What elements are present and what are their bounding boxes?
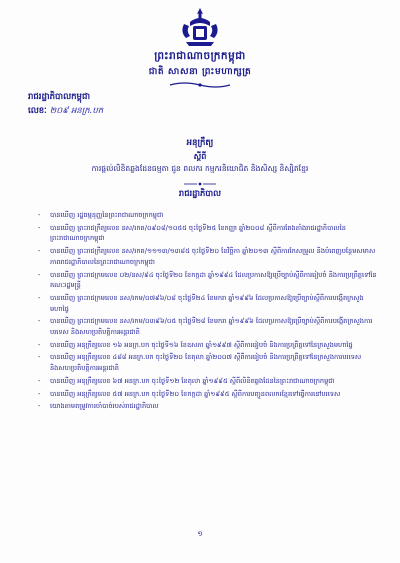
document-type: អនុក្រឹត្យ [186, 138, 214, 148]
ornament-divider-icon [168, 81, 232, 89]
visa-item: - បានឃើញ ព្រះរាជក្រមលេខ នស/រកម/០៧៩៦/០៨ ចុះថ្ងៃទី២៤ ខែមករា ឆ្នាំ១៩៩៦ ដែលប្រកាសឱ្យប្រើច្បាប់ស្តីពីការបង្កើតក្រសួងមហាផ្ទៃ [36, 293, 382, 314]
document-subject: ការផ្តល់លិខិតឆ្លងដែនធម្មតា ជូន ពលករ កម្មករនិយោជិត និងសិស្ស និស្សិតខ្មែរ [91, 164, 309, 173]
issuing-authority: រាជរដ្ឋាភិបាលកម្ពុជា [28, 92, 91, 102]
visa-item: - បានឃើញ អនុក្រឹត្យលេខ ៤៨៨ អនក្រ.បក ចុះថ្ងៃទី២០ ខែតុលា ឆ្នាំ២០០៧ ស្តីពីការរៀបចំ និងការប្រព្រឹត្តទៅនៃក្រសួងការបរទេស និងសហប្រតិបត្តិការអន្តរជាតិ [36, 352, 382, 373]
visa-list [36, 210, 382, 414]
document-number-value: ២០៩ អនក្រ.បក [49, 106, 104, 116]
visa-item: - បានឃើញ អនុក្រឹត្យលេខ ៥៧ អនក្រ.បក ចុះថ្ងៃទី២០ ខែកក្កដា ឆ្នាំ១៩៩៥ ស្តីពីការបញ្ជូនពលករខ្មែរទៅធ្វើការនៅបរទេស [36, 389, 382, 400]
visa-item: - បានឃើញ ព្រះរាជក្រមលេខ នស/រកម/០៣៩៦/០៥ ចុះថ្ងៃទី២៨ ខែមករា ឆ្នាំ១៩៩៦ ដែលប្រកាសឱ្យប្រើច្បាប់ស្តីពីការបង្កើតក្រសួងការបរទេស និងសហប្រតិបត្តិការអន្តរជាតិ [36, 316, 382, 337]
section-heading: រាជរដ្ឋាភិបាល [178, 188, 222, 198]
visa-item: - បានឃើញ ព្រះរាជក្រឹត្យលេខ នស/រកត/១១១៣/១៣៨៥ ចុះថ្ងៃទី២០ ខែវិច្ឆិកា ឆ្នាំ២០១៣ ស្តីពីការកែសម្រួល និងបំពេញបន្ថែមសមាសភាពរាជរដ្ឋាភិបាលនៃព្រះរាជាណាចក្រកម្ពុជា [36, 246, 382, 267]
visa-item: - បានឃើញ អនុក្រឹត្យលេខ ៦៧ អនក្រ.បក ចុះថ្ងៃទី១២ ខែតុលា ឆ្នាំ១៩៩៥ ស្តីពីលិខិតឆ្លងដែននៃព្រះរាជាណាចក្រកម្ពុជា [36, 376, 382, 387]
document-number [28, 106, 103, 118]
visa-item: - យោងតាមតម្រូវការចាំបាច់របស់រាជរដ្ឋាភិបាល [36, 401, 382, 412]
royal-emblem-icon [176, 6, 224, 48]
visa-item: - បានឃើញ រដ្ឋធម្មនុញ្ញនៃព្រះរាជាណាចក្រកម្ពុជា [36, 210, 382, 221]
national-motto: ជាតិ សាសនា ព្រះមហាក្សត្រ [148, 67, 252, 77]
visa-item: - បានឃើញ ព្រះរាជក្រឹត្យលេខ នស/រកត/០៩០៨/១០៥៥ ចុះថ្ងៃទី២៥ ខែកញ្ញា ឆ្នាំ២០០៨ ស្តីពីការតែងតាំងរាជរដ្ឋាភិបាលនៃព្រះរាជាណាចក្រកម្ពុជា [36, 223, 382, 244]
visa-item: - បានឃើញ ព្រះរាជក្រមលេខ ០២/នស/៩៤ ចុះថ្ងៃទី២០ ខែកក្កដា ឆ្នាំ១៩៩៤ ដែលប្រកាសឱ្យប្រើច្បាប់ស្តីពីការរៀបចំ និងការប្រព្រឹត្តទៅនៃគណៈរដ្ឋមន្ត្រី [36, 270, 382, 291]
kingdom-title: ព្រះរាជាណាចក្រកម្ពុជា [154, 50, 246, 62]
document-about: ស្តីពី [193, 152, 207, 161]
document-number-label: លេខៈ [28, 106, 47, 116]
section-divider-icon [182, 181, 218, 187]
page-number: ១ [197, 530, 203, 538]
visa-item: - បានឃើញ អនុក្រឹត្យលេខ ១៦ អនក្រ.បក ចុះថ្ងៃទី១៦ ខែឧសភា ឆ្នាំ១៩៩៧ ស្តីពីការរៀបចំ និងការប្រព្រឹត្តទៅនៃក្រសួងមហាផ្ទៃ [36, 340, 382, 351]
